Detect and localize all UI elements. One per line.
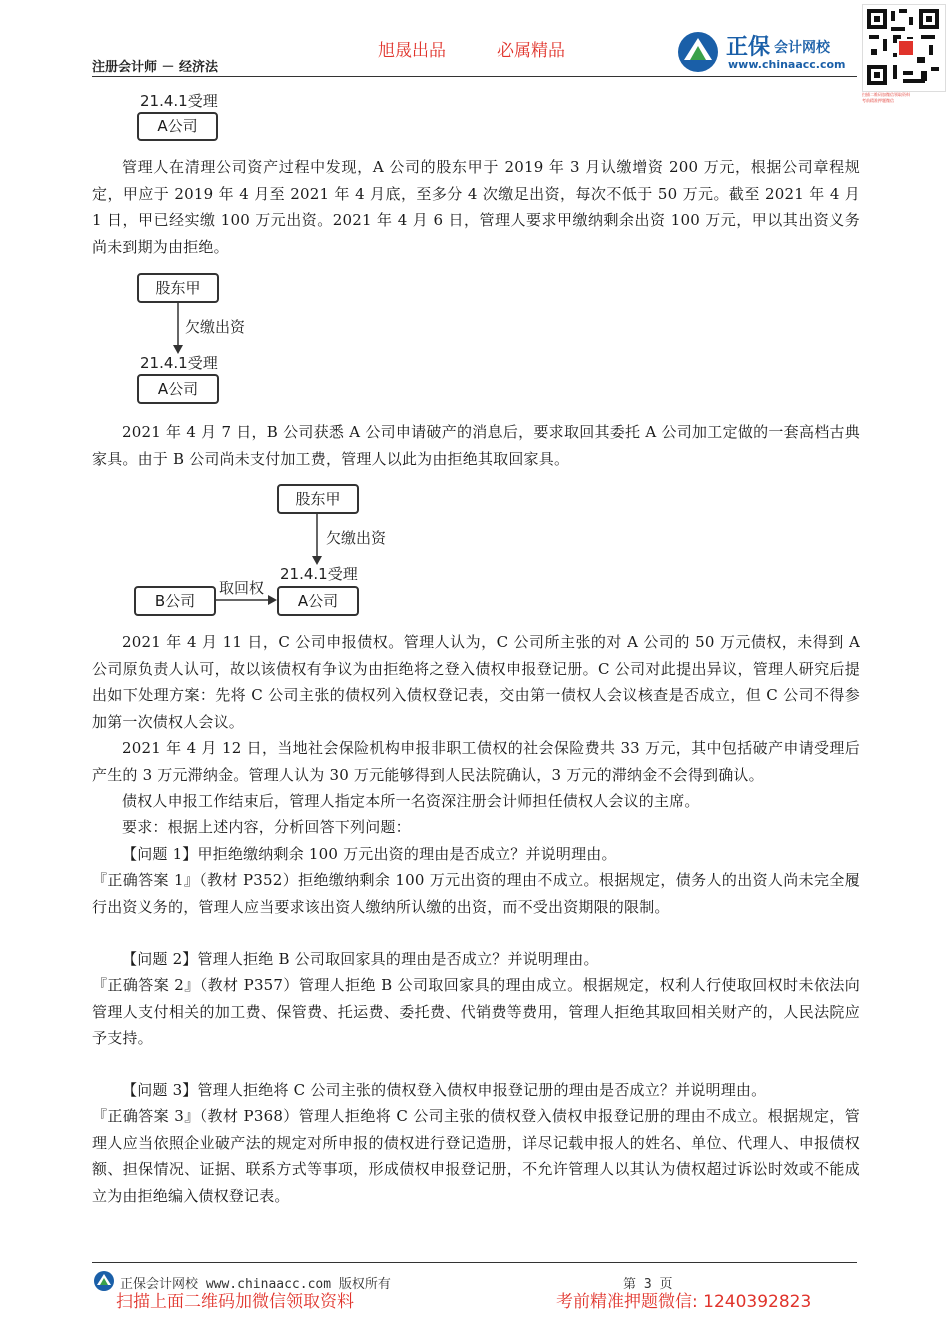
answer-1: 『正确答案 1』（教材 P352）拒绝缴纳剩余 100 万元出资的理由不成立。根据规定，债务人的出资人尚未完全履行出资义务的，管理人应当要求该出资人缴纳所认缴的出资，而不受出资期限的限制。 (92, 871, 860, 916)
course-title: 注册会计师 － 经济法 (92, 60, 219, 75)
logo-name: 正保 (726, 35, 771, 60)
footer-logo-icon (92, 1270, 116, 1292)
answer-2: 『正确答案 2』（教材 P357）管理人拒绝 B 公司取回家具的理由成立。根据规定，权利人行使取回权时未依法向管理人支付相关的加工费、保管费、托运费、委托费、代销费等费用，管理人拒绝其取回相关财产的，人民法院应予支持。 (92, 976, 860, 1047)
logo-suffix: 会计网校 (774, 40, 830, 56)
footer-divider (92, 1262, 857, 1263)
diagram2-arrow-icon (170, 303, 186, 355)
paragraph-3: 2021 年 4 月 11 日，C 公司申报债权。管理人认为，C 公司所主张的对 A 公司的 50 万元债权，未得到 A 公司原负责人认可，故以该债权有争议为由拒绝将之登入债权申报登记册。C 公司对此提出异议，管理人研究后提出如下处理方案：先将 C 公司主张的债权列入债权登记表，交由第一债权人会议核查是否成立，但 C 公司不得参加第一次债权人会议。 (92, 633, 860, 731)
qr-caption-line-1: 扫描二维码加微信领取资料 (862, 92, 910, 97)
diagram3-left-company-box: B公司 (134, 586, 216, 616)
paragraph-5: 债权人申报工作结束后，管理人指定本所一名资深注册会计师担任债权人会议的主席。 (122, 792, 700, 810)
paragraph-4: 2021 年 4 月 12 日，当地社会保险机构申报非职工债权的社会保险费共 33 万元，其中包括破产申请受理后产生的 3 万元滞纳金。管理人认为 30 万元能够得到人民法院确认，3 万元的滞纳金不会得到确认。 (92, 739, 860, 784)
diagram2-edge-label: 欠缴出资 (185, 318, 246, 336)
diagram2-shareholder-box: 股东甲 (137, 273, 219, 303)
qr-caption (862, 92, 946, 104)
footer-page-number: 第 3 页 (623, 1277, 673, 1292)
footer-promo-left: 扫描上面二维码加微信领取资料 (116, 1292, 354, 1312)
diagram3-company-box: A公司 (277, 586, 359, 616)
header-divider (92, 76, 857, 77)
footer-copyright: 正保会计网校 www.chinaacc.com 版权所有 (120, 1277, 391, 1292)
diagram3-arrow-down-icon (309, 514, 325, 566)
footer-promo-right: 考前精准押题微信: 1240392823 (556, 1292, 812, 1312)
logo-mark-icon (676, 30, 722, 74)
diagram1-date-label: 21.4.1受理 (140, 92, 218, 110)
question-2: 【问题 2】管理人拒绝 B 公司取回家具的理由是否成立？并说明理由。 (122, 950, 599, 968)
diagram2-date-label: 21.4.1受理 (140, 354, 218, 372)
question-3: 【问题 3】管理人拒绝将 C 公司主张的债权登入债权申报登记册的理由是否成立？并说明理由。 (122, 1081, 767, 1099)
logo (676, 30, 848, 74)
diagram3-edge-h-label: 取回权 (219, 579, 265, 597)
question-1: 【问题 1】甲拒绝缴纳剩余 100 万元出资的理由是否成立？并说明理由。 (122, 845, 617, 863)
diagram3-shareholder-box: 股东甲 (277, 484, 359, 514)
diagram3-edge-v-label: 欠缴出资 (326, 529, 387, 547)
paragraph-2: 2021 年 4 月 7 日，B 公司获悉 A 公司申请破产的消息后，要求取回其委托 A 公司加工定做的一套高档古典家具。由于 B 公司尚未支付加工费，管理人以此为由拒绝其取回家具。 (92, 423, 860, 468)
logo-url: www.chinaacc.com (728, 58, 846, 71)
header-slogan-left: 旭晟出品 (378, 41, 446, 61)
header-slogan-right: 必属精品 (497, 41, 565, 61)
answer-3: 『正确答案 3』（教材 P368）管理人拒绝将 C 公司主张的债权登入债权申报登记册的理由不成立。根据规定，管理人应当依照企业破产法的规定对所申报的债权进行登记造册，详尽记载申报人的姓名、单位、代理人、申报债权额、担保情况、证据、联系方式等事项，形成债权申报登记册，不允许管理人以其认为债权超过诉讼时效或不能成立为由拒绝编入债权登记表。 (92, 1107, 860, 1205)
qr-caption-line-2: 考前精准押题微信 (862, 98, 894, 103)
diagram3-date-label: 21.4.1受理 (280, 565, 358, 583)
paragraph-1: 管理人在清理公司资产过程中发现，A 公司的股东甲于 2019 年 3 月认缴增资 200 万元，根据公司章程规定，甲应于 2019 年 4 月至 2021 年 4 月底，至多分 4 次缴足出资，每次不低于 50 万元。截至 2021 年 4 月 1 日，甲已经实缴 100 万元出资。2021 年 4 月 6 日，管理人要求甲缴纳剩余出资 100 万元，甲以其出资义务尚未到期为由拒绝。 (92, 158, 860, 256)
diagram2-company-box: A公司 (137, 374, 219, 404)
paragraph-6: 要求：根据上述内容，分析回答下列问题： (122, 818, 411, 836)
diagram1-company-box: A公司 (137, 112, 218, 141)
qr-code (862, 4, 946, 92)
